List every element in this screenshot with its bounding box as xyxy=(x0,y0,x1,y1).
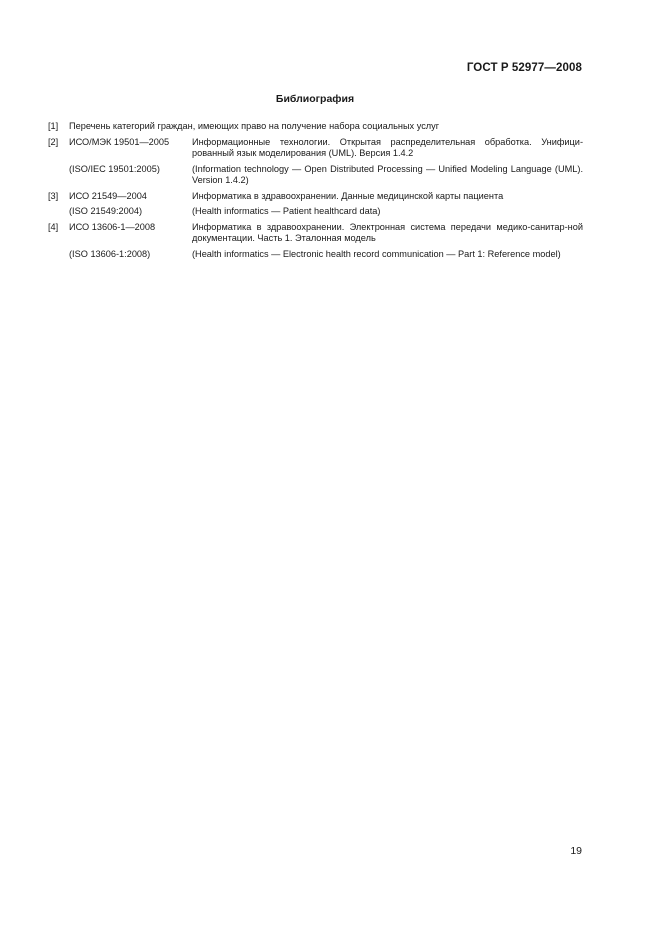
bibliography-entry-4-original xyxy=(48,249,583,261)
entry-original-title: (Health informatics — Patient healthcard data) xyxy=(192,206,381,216)
entry-original-code: (ISO 21549:2004) xyxy=(69,206,143,216)
bibliography-entry-3-original xyxy=(48,206,583,218)
entry-original-code: (ISO/IEC 19501:2005) xyxy=(69,163,160,174)
bibliography-entry-4 xyxy=(48,222,583,245)
entry-number: [4] xyxy=(48,221,59,232)
entry-title: Информатика в здравоохранении. Электронная система передачи медико-санитар-ной документации. Часть 1. Эталонная модель xyxy=(192,221,583,243)
entry-original-title: (Health informatics — Electronic health record communication — Part 1: Reference model) xyxy=(192,248,561,259)
section-title: Библиография xyxy=(275,93,355,105)
bibliography-entry-1 xyxy=(48,121,583,133)
entry-code: ИСО 21549—2004 xyxy=(69,190,147,201)
entry-code: ИСО 13606-1—2008 xyxy=(69,221,156,232)
entry-number: [3] xyxy=(48,190,59,201)
entry-number: [1] xyxy=(48,121,59,131)
page-number: 19 xyxy=(570,845,582,857)
entry-title: Информационные технологии. Открытая распределительная обработка. Унифици-рованный язык моделирования (UML). Версия 1.4.2 xyxy=(192,136,583,158)
document-standard-code: ГОСТ Р 52977—2008 xyxy=(466,62,582,74)
bibliography-list xyxy=(48,121,583,260)
entry-original-code: (ISO 13606-1:2008) xyxy=(69,248,151,259)
entry-full-text: Перечень категорий граждан, имеющих право на получение набора социальных услуг xyxy=(69,121,440,131)
entry-original-title: (Information technology — Open Distributed Processing — Unified Modeling Language (UML). Version 1.4.2) xyxy=(192,163,583,185)
entry-number: [2] xyxy=(48,136,59,147)
entry-title: Информатика в здравоохранении. Данные медицинской карты пациента xyxy=(192,190,504,201)
bibliography-entry-3 xyxy=(48,191,583,203)
entry-code: ИСО/МЭК 19501—2005 xyxy=(69,136,170,147)
bibliography-entry-2 xyxy=(48,137,583,160)
bibliography-entry-2-original xyxy=(48,164,583,187)
